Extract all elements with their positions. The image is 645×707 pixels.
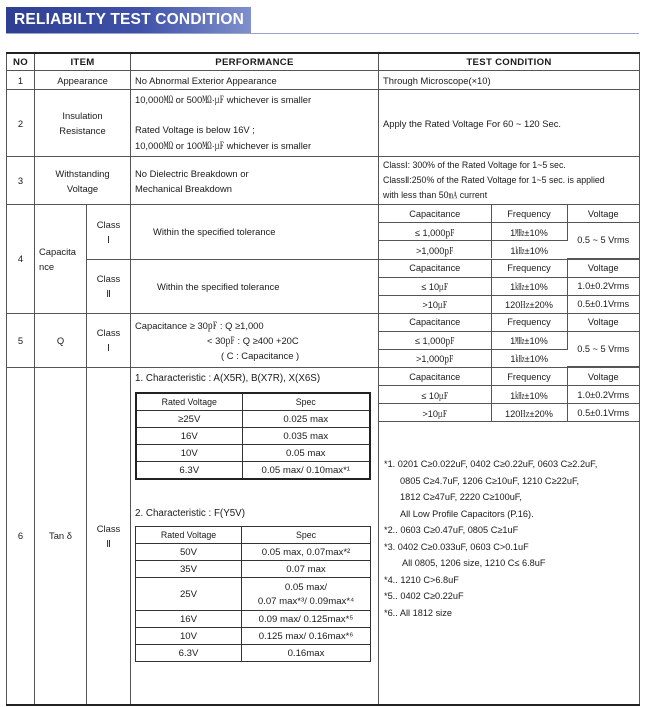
header-performance: PERFORMANCE: [131, 53, 379, 71]
row-item: [35, 205, 87, 314]
cell-frequency: 1㎑±10%: [510, 245, 549, 256]
col-voltage: Voltage: [567, 260, 639, 278]
cell-voltage: 1.0±0.2Vrms: [567, 386, 639, 404]
cell-capacitance: ≤ 1,000㎊: [379, 223, 491, 241]
footnote: *2.. 0603 C≥0.47uF, 0805 C≥1uF: [384, 525, 519, 535]
row-performance: Within the specified tolerance: [131, 259, 379, 313]
footnote: All 0805, 1206 size, 1210 C≤ 6.8uF: [402, 558, 546, 568]
characteristic-2-title: 2. Characteristic : F(Y5V): [135, 508, 245, 519]
cell-capacitance: >10㎌: [379, 404, 491, 422]
footnote: *6.. All 1812 size: [384, 607, 452, 618]
row-item: [35, 157, 131, 205]
row-no: 5: [7, 313, 35, 368]
cell-voltage: 0.5±0.1Vrms: [567, 404, 639, 422]
spec-table-x5r: [135, 392, 371, 480]
table-row: [7, 71, 640, 90]
cell-voltage: 0.5 ~ 5 Vrms: [567, 331, 639, 367]
item-line: Resistance: [59, 125, 106, 136]
tan-delta-test-table: [379, 368, 639, 422]
cell-frequency: 1㎑±10%: [491, 386, 567, 404]
header-test-condition: TEST CONDITION: [379, 53, 640, 71]
table-row: [7, 205, 640, 260]
row-performance: [131, 313, 379, 368]
cell-spec: 0.07 max: [242, 561, 371, 578]
cell-frequency: 120㎐±20%: [491, 295, 567, 313]
footnotes: [379, 456, 639, 621]
col-capacitance: Capacitance: [379, 368, 491, 386]
cell-spec: 0.16max: [242, 645, 371, 662]
col-voltage: Voltage: [567, 314, 639, 332]
test-subtable-cell: [379, 205, 640, 260]
performance-line: 10,000㏁ or 500㏁·㎌ whichever is smaller: [135, 94, 312, 105]
row-item: Appearance: [35, 71, 131, 90]
performance-line: ( C : Capacitance ): [221, 349, 300, 361]
cell-frequency: 1㎑±10%: [510, 354, 549, 364]
row-performance: No Abnormal Exterior Appearance: [131, 71, 379, 90]
cell-voltage: 0.5±0.1Vrms: [577, 299, 630, 309]
class-numeral: Ⅱ: [106, 288, 111, 299]
test-line: ClassⅡ:250% of the Rated Voltage for 1~5 sec. is applied: [383, 175, 605, 185]
table-row: [7, 368, 640, 705]
cell-rated-voltage: 16V: [136, 428, 242, 445]
row-no: 4: [7, 205, 35, 314]
capacitance-test-table: [379, 205, 639, 259]
header-item: ITEM: [35, 53, 131, 71]
row-performance: [131, 368, 379, 705]
header-no: NO: [7, 53, 35, 71]
cell-frequency: 1㎒±10%: [491, 331, 567, 349]
cell-spec: 0.025 max: [242, 411, 370, 428]
test-line: with less than 50㎃ current: [383, 190, 488, 200]
cell-spec: 0.05 max/ 0.10max*¹: [242, 462, 370, 480]
cell-rated-voltage: 6.3V: [136, 462, 242, 480]
row-performance: Within the specified tolerance: [131, 205, 379, 260]
item-line: nce: [39, 260, 55, 272]
cell-spec: 0.09 max/ 0.125max*⁵: [242, 611, 371, 628]
footnote: All Low Profile Capacitors (P.16).: [400, 508, 534, 519]
page-title: RELIABILTY TEST CONDITION: [6, 7, 251, 33]
col-frequency: Frequency: [491, 314, 567, 332]
row-performance: [131, 90, 379, 157]
class-numeral: Ⅱ: [106, 537, 111, 549]
class-numeral: Ⅰ: [107, 342, 110, 354]
cell-capacitance: ≤ 10㎌: [379, 386, 491, 404]
row-item: Tan δ: [35, 368, 87, 705]
cell-rated-voltage: 6.3V: [136, 645, 242, 662]
test-subtable-cell: [379, 313, 640, 368]
cell-rated-voltage: 35V: [136, 561, 242, 578]
col-voltage: Voltage: [567, 205, 639, 223]
spec-line: 0.05 max/: [284, 581, 328, 593]
cell-spec: 0.05 max, 0.07max*²: [242, 544, 371, 561]
title-underline: [6, 33, 639, 34]
capacitance-test-table: [379, 260, 639, 313]
class-label: [87, 368, 131, 705]
row-no: 3: [7, 157, 35, 205]
cell-capacitance: ≤ 10㎌: [379, 277, 491, 295]
item-line: Withstanding: [55, 167, 110, 179]
row-performance: [131, 157, 379, 205]
col-rated-voltage: Rated Voltage: [136, 527, 242, 544]
col-voltage: Voltage: [567, 368, 639, 386]
class-text: Class: [96, 273, 121, 284]
cell-spec: 0.05 max: [242, 445, 370, 462]
performance-line: Mechanical Breakdown: [135, 182, 232, 194]
header-row: [7, 53, 640, 71]
cell-capacitance: >10㎌: [379, 295, 491, 313]
cell-rated-voltage: 10V: [136, 445, 242, 462]
performance-line: Capacitance ≥ 30㎊ : Q ≥1,000: [135, 319, 264, 331]
footnote: 0805 C≥4.7uF, 1206 C≥10uF, 1210 C≥22uF,: [400, 475, 580, 486]
cell-capacitance: ≤ 1,000㎊: [379, 331, 491, 349]
class-text: Class: [96, 522, 121, 534]
cell-capacitance: >1,000㎊: [379, 349, 491, 367]
test-subtable-cell: [379, 368, 640, 705]
footnote: *5.. 0402 C≥0.22uF: [384, 591, 464, 601]
cell-spec: [242, 578, 371, 611]
row-no: 6: [7, 368, 35, 705]
test-subtable-cell: [379, 259, 640, 313]
cell-rated-voltage: 50V: [136, 544, 242, 561]
item-line: Capacita: [39, 245, 77, 257]
class-label: [87, 205, 131, 260]
spacer: [135, 108, 378, 122]
class-text: Class: [96, 218, 121, 230]
cell-frequency: 1㎑±10%: [491, 277, 567, 295]
class-numeral: Ⅰ: [107, 233, 110, 245]
row-item: Q: [35, 313, 87, 368]
row-no: 2: [7, 90, 35, 157]
cell-rated-voltage: 10V: [136, 628, 242, 645]
col-frequency: Frequency: [491, 368, 567, 386]
reliability-table: [6, 52, 640, 706]
performance-line: Rated Voltage is below 16V ;: [135, 124, 255, 135]
col-frequency: Frequency: [491, 260, 567, 278]
spec-line: 0.07 max*³/ 0.09max*⁴: [257, 595, 355, 607]
item-line: Insulation: [62, 110, 103, 121]
row-no: 1: [7, 71, 35, 90]
col-spec: Spec: [242, 393, 370, 411]
table-row: [7, 313, 640, 368]
item-line: Voltage: [66, 182, 99, 194]
cell-frequency: 1㎒±10%: [491, 223, 567, 241]
cell-voltage: 1.0±0.2Vrms: [567, 277, 639, 295]
cell-spec: 0.125 max/ 0.16max*⁶: [242, 628, 371, 645]
col-spec: Spec: [242, 527, 371, 544]
cell-rated-voltage: ≥25V: [136, 411, 242, 428]
spec-table-y5v: [135, 526, 371, 662]
table-row: [7, 259, 640, 313]
footnote: *4.. 1210 C>6.8uF: [384, 574, 459, 585]
row-test-condition: Apply the Rated Voltage For 60 ~ 120 Sec.: [379, 90, 640, 157]
col-capacitance: Capacitance: [379, 205, 491, 223]
characteristic-1-title: 1. Characteristic : A(X5R), B(X7R), X(X6S): [135, 373, 321, 384]
table-row: [7, 90, 640, 157]
cell-voltage: 0.5 ~ 5 Vrms: [567, 223, 639, 259]
class-label: [87, 313, 131, 368]
row-test-condition: [379, 157, 640, 205]
row-item: [35, 90, 131, 157]
performance-line: < 30㎊ : Q ≥400 +20C: [207, 334, 299, 346]
cell-frequency: 120㎐±20%: [491, 404, 567, 422]
class-text: Class: [96, 327, 121, 339]
cell-spec: 0.035 max: [242, 428, 370, 445]
table-row: [7, 157, 640, 205]
footnote: *3. 0402 C≥0.033uF, 0603 C>0.1uF: [384, 541, 529, 552]
cell-rated-voltage: 25V: [136, 578, 242, 611]
performance-line: No Dielectric Breakdown or: [135, 167, 249, 179]
col-capacitance: Capacitance: [379, 260, 491, 278]
row-test-condition: Through Microscope(×10): [379, 71, 640, 90]
class-label: [87, 259, 131, 313]
test-line: ClassⅠ: 300% of the Rated Voltage for 1~5 sec.: [383, 160, 566, 170]
cell-rated-voltage: 16V: [136, 611, 242, 628]
q-test-table: [379, 314, 639, 368]
cell-capacitance: >1,000㎊: [379, 241, 491, 259]
performance-line: 10,000㏁ or 100㏁·㎌ whichever is smaller: [135, 140, 312, 151]
col-capacitance: Capacitance: [379, 314, 491, 332]
footnote: 1812 C≥47uF, 2220 C≥100uF,: [400, 492, 522, 502]
footnote: *1. 0201 C≥0.022uF, 0402 C≥0.22uF, 0603 C≥2.2uF,: [384, 459, 598, 469]
col-rated-voltage: Rated Voltage: [136, 393, 242, 411]
col-frequency: Frequency: [491, 205, 567, 223]
